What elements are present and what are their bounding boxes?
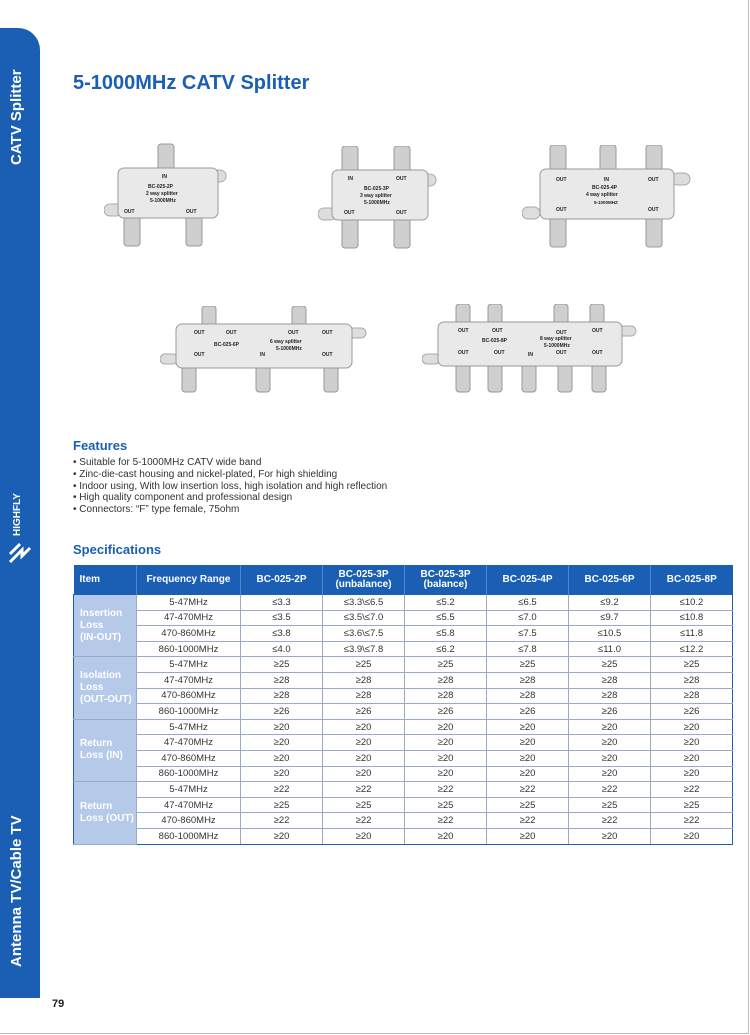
port-label: OUT <box>396 210 407 216</box>
splitter-8-way-image <box>422 304 640 394</box>
value-cell: ≥20 <box>569 735 651 751</box>
table-row <box>74 719 733 735</box>
parameter-group-label: Isolation Loss (OUT-OUT) <box>74 657 137 719</box>
port-label: OUT <box>322 352 333 358</box>
port-label: OUT <box>344 210 355 216</box>
column-header: Frequency Range <box>137 565 241 595</box>
model-label: BC-025-3P <box>364 186 390 192</box>
value-cell: ≥28 <box>323 688 405 704</box>
value-cell: ≥22 <box>241 813 323 829</box>
value-cell: ≥20 <box>405 719 487 735</box>
value-cell: ≥22 <box>241 782 323 798</box>
value-cell: ≥28 <box>487 672 569 688</box>
value-cell: ≥20 <box>487 735 569 751</box>
port-label: OUT <box>458 328 469 334</box>
value-cell: ≥20 <box>569 828 651 844</box>
table-row <box>74 595 733 611</box>
model-desc: 3 way splitter <box>360 193 392 199</box>
value-cell: ≥28 <box>651 672 733 688</box>
value-cell: ≥22 <box>405 813 487 829</box>
value-cell: ≥22 <box>651 782 733 798</box>
value-cell: ≥22 <box>569 813 651 829</box>
value-cell: ≤9.7 <box>569 610 651 626</box>
value-cell: ≤7.8 <box>487 641 569 657</box>
value-cell: ≥25 <box>651 657 733 673</box>
port-label: IN <box>162 174 167 180</box>
port-label: OUT <box>458 350 469 356</box>
frequency-range-cell: 860-1000MHz <box>137 704 241 720</box>
value-cell: ≥25 <box>241 657 323 673</box>
value-cell: ≤10.2 <box>651 595 733 611</box>
value-cell: ≤6.5 <box>487 595 569 611</box>
value-cell: ≤10.8 <box>651 610 733 626</box>
table-row <box>74 797 733 813</box>
feature-item: • Indoor using, With low insertion loss, high isolation and high reflection <box>73 481 387 493</box>
value-cell: ≤10.5 <box>569 626 651 642</box>
value-cell: ≥20 <box>323 735 405 751</box>
table-row <box>74 813 733 829</box>
model-label: BC-025-8P <box>482 338 508 344</box>
value-cell: ≥20 <box>487 750 569 766</box>
value-cell: ≤3.9\≤7.8 <box>323 641 405 657</box>
port-label: OUT <box>556 207 567 213</box>
table-header-row <box>74 565 733 595</box>
value-cell: ≥28 <box>569 688 651 704</box>
value-cell: ≥20 <box>241 766 323 782</box>
value-cell: ≥20 <box>241 828 323 844</box>
value-cell: ≥28 <box>405 672 487 688</box>
value-cell: ≤11.0 <box>569 641 651 657</box>
frequency-range-cell: 470-860MHz <box>137 813 241 829</box>
model-desc: 2 way splitter <box>146 191 178 197</box>
frequency-range-cell: 5-47MHz <box>137 719 241 735</box>
port-label: OUT <box>124 209 135 215</box>
value-cell: ≤12.2 <box>651 641 733 657</box>
table-row <box>74 688 733 704</box>
value-cell: ≥28 <box>323 672 405 688</box>
value-cell: ≥20 <box>651 766 733 782</box>
value-cell: ≥28 <box>569 672 651 688</box>
feature-item: • Zinc-die-cast housing and nickel-plated, For high shielding <box>73 469 387 481</box>
value-cell: ≥20 <box>323 719 405 735</box>
value-cell: ≥26 <box>651 704 733 720</box>
value-cell: ≤7.0 <box>487 610 569 626</box>
value-cell: ≥28 <box>651 688 733 704</box>
value-cell: ≥25 <box>405 657 487 673</box>
frequency-range-cell: 5-47MHz <box>137 595 241 611</box>
value-cell: ≥20 <box>241 750 323 766</box>
frequency-range-cell: 5-47MHz <box>137 657 241 673</box>
feature-item: • Connectors: “F” type female, 75ohm <box>73 504 387 516</box>
value-cell: ≥20 <box>323 750 405 766</box>
parameter-group-label: Return Loss (OUT) <box>74 782 137 844</box>
frequency-range-cell: 470-860MHz <box>137 750 241 766</box>
brand-name: HIGHFLY <box>12 493 23 536</box>
table-row <box>74 750 733 766</box>
column-header: BC-025-8P <box>651 565 733 595</box>
model-band: 5-1000MHz <box>364 200 390 206</box>
value-cell: ≥20 <box>323 828 405 844</box>
column-header: BC-025-2P <box>241 565 323 595</box>
model-desc: 8 way splitter <box>540 336 572 342</box>
frequency-range-cell: 860-1000MHz <box>137 828 241 844</box>
value-cell: ≥22 <box>569 782 651 798</box>
column-header: BC-025-3P (unbalance) <box>323 565 405 595</box>
value-cell: ≥20 <box>651 828 733 844</box>
value-cell: ≥20 <box>487 766 569 782</box>
splitter-4-way-image <box>522 145 692 250</box>
parameter-group-label: Return Loss (IN) <box>74 719 137 781</box>
value-cell: ≤7.5 <box>487 626 569 642</box>
column-header: Item <box>74 565 137 595</box>
frequency-range-cell: 470-860MHz <box>137 626 241 642</box>
table-row <box>74 704 733 720</box>
value-cell: ≤3.3 <box>241 595 323 611</box>
port-label: OUT <box>556 330 567 336</box>
frequency-range-cell: 860-1000MHz <box>137 766 241 782</box>
frequency-range-cell: 47-470MHz <box>137 735 241 751</box>
side-category-label: Antenna TV/Cable TV <box>8 815 25 967</box>
column-header: BC-025-6P <box>569 565 651 595</box>
value-cell: ≥25 <box>487 797 569 813</box>
model-band: 5-1000MHZ <box>594 200 618 205</box>
port-label: OUT <box>194 330 205 336</box>
value-cell: ≥22 <box>323 782 405 798</box>
value-cell: ≥20 <box>405 735 487 751</box>
frequency-range-cell: 5-47MHz <box>137 782 241 798</box>
feature-item: • High quality component and professional design <box>73 492 387 504</box>
splitter-6-way-image <box>160 306 370 394</box>
value-cell: ≤5.8 <box>405 626 487 642</box>
specifications-heading: Specifications <box>73 542 162 557</box>
model-label: BC-025-2P <box>148 184 174 190</box>
specifications-table-body <box>74 595 733 845</box>
side-section-label: CATV Splitter <box>8 69 25 165</box>
port-label: OUT <box>648 207 659 213</box>
model-label: BC-025-6P <box>214 342 240 348</box>
port-label: IN <box>348 176 353 182</box>
port-label: OUT <box>556 177 567 183</box>
value-cell: ≥20 <box>651 719 733 735</box>
value-cell: ≥25 <box>569 657 651 673</box>
value-cell: ≥25 <box>569 797 651 813</box>
value-cell: ≥20 <box>241 719 323 735</box>
value-cell: ≤9.2 <box>569 595 651 611</box>
page-number: 79 <box>52 998 65 1010</box>
value-cell: ≤3.8 <box>241 626 323 642</box>
value-cell: ≥20 <box>487 719 569 735</box>
value-cell: ≥20 <box>487 828 569 844</box>
value-cell: ≥20 <box>405 828 487 844</box>
port-label: IN <box>528 352 533 358</box>
value-cell: ≥20 <box>241 735 323 751</box>
value-cell: ≥26 <box>487 704 569 720</box>
table-row <box>74 735 733 751</box>
table-row <box>74 782 733 798</box>
value-cell: ≥20 <box>405 766 487 782</box>
port-label: OUT <box>226 330 237 336</box>
model-desc: 6 way splitter <box>270 339 302 345</box>
model-desc: 4 way splitter <box>586 192 618 198</box>
port-label: OUT <box>288 330 299 336</box>
value-cell: ≤6.2 <box>405 641 487 657</box>
model-band: 5-1000MHz <box>276 346 302 352</box>
frequency-range-cell: 47-470MHz <box>137 672 241 688</box>
splitter-3-way-image <box>318 146 443 250</box>
port-label: OUT <box>322 330 333 336</box>
splitter-2-way-image <box>104 142 234 248</box>
value-cell: ≤5.2 <box>405 595 487 611</box>
feature-item: • Suitable for 5-1000MHz CATV wide band <box>73 457 387 469</box>
table-row <box>74 657 733 673</box>
specifications-table <box>73 565 733 845</box>
model-label: BC-025-4P <box>592 185 618 191</box>
frequency-range-cell: 47-470MHz <box>137 797 241 813</box>
port-label: IN <box>604 177 609 183</box>
port-label: OUT <box>556 350 567 356</box>
port-label: OUT <box>194 352 205 358</box>
table-row <box>74 766 733 782</box>
value-cell: ≥25 <box>323 657 405 673</box>
parameter-group-label: Insertion Loss (IN-OUT) <box>74 595 137 657</box>
value-cell: ≥25 <box>241 797 323 813</box>
page-title: 5-1000MHz CATV Splitter <box>73 72 310 94</box>
model-band: 5-1000MHz <box>544 343 570 349</box>
value-cell: ≤3.5 <box>241 610 323 626</box>
value-cell: ≥22 <box>487 782 569 798</box>
value-cell: ≥28 <box>487 688 569 704</box>
frequency-range-cell: 470-860MHz <box>137 688 241 704</box>
value-cell: ≥28 <box>241 672 323 688</box>
port-label: OUT <box>592 350 603 356</box>
features-heading: Features <box>73 438 128 453</box>
port-label: OUT <box>186 209 197 215</box>
value-cell: ≥28 <box>405 688 487 704</box>
value-cell: ≥25 <box>651 797 733 813</box>
value-cell: ≥26 <box>405 704 487 720</box>
value-cell: ≥20 <box>651 750 733 766</box>
value-cell: ≥20 <box>651 735 733 751</box>
frequency-range-cell: 860-1000MHz <box>137 641 241 657</box>
value-cell: ≤3.3\≤6.5 <box>323 595 405 611</box>
port-label: OUT <box>592 328 603 334</box>
table-row <box>74 672 733 688</box>
value-cell: ≤4.0 <box>241 641 323 657</box>
column-header: BC-025-4P <box>487 565 569 595</box>
features-list <box>73 457 387 516</box>
table-row <box>74 641 733 657</box>
table-row <box>74 626 733 642</box>
table-row <box>74 610 733 626</box>
port-label: OUT <box>396 176 407 182</box>
value-cell: ≥20 <box>323 766 405 782</box>
value-cell: ≥26 <box>241 704 323 720</box>
table-row <box>74 828 733 844</box>
value-cell: ≥20 <box>569 766 651 782</box>
value-cell: ≥22 <box>651 813 733 829</box>
value-cell: ≥22 <box>405 782 487 798</box>
value-cell: ≥20 <box>569 719 651 735</box>
port-label: OUT <box>492 328 503 334</box>
port-label: IN <box>260 352 265 358</box>
value-cell: ≥22 <box>323 813 405 829</box>
value-cell: ≥22 <box>487 813 569 829</box>
model-band: 5-1000MHz <box>150 198 176 204</box>
value-cell: ≤3.6\≤7.5 <box>323 626 405 642</box>
value-cell: ≤5.5 <box>405 610 487 626</box>
value-cell: ≥20 <box>569 750 651 766</box>
value-cell: ≥25 <box>487 657 569 673</box>
value-cell: ≥25 <box>405 797 487 813</box>
column-header: BC-025-3P (balance) <box>405 565 487 595</box>
port-label: OUT <box>494 350 505 356</box>
value-cell: ≥26 <box>323 704 405 720</box>
port-label: OUT <box>648 177 659 183</box>
frequency-range-cell: 47-470MHz <box>137 610 241 626</box>
value-cell: ≥25 <box>323 797 405 813</box>
value-cell: ≥28 <box>241 688 323 704</box>
value-cell: ≥26 <box>569 704 651 720</box>
value-cell: ≥20 <box>405 750 487 766</box>
value-cell: ≤11.8 <box>651 626 733 642</box>
value-cell: ≤3.5\≤7.0 <box>323 610 405 626</box>
